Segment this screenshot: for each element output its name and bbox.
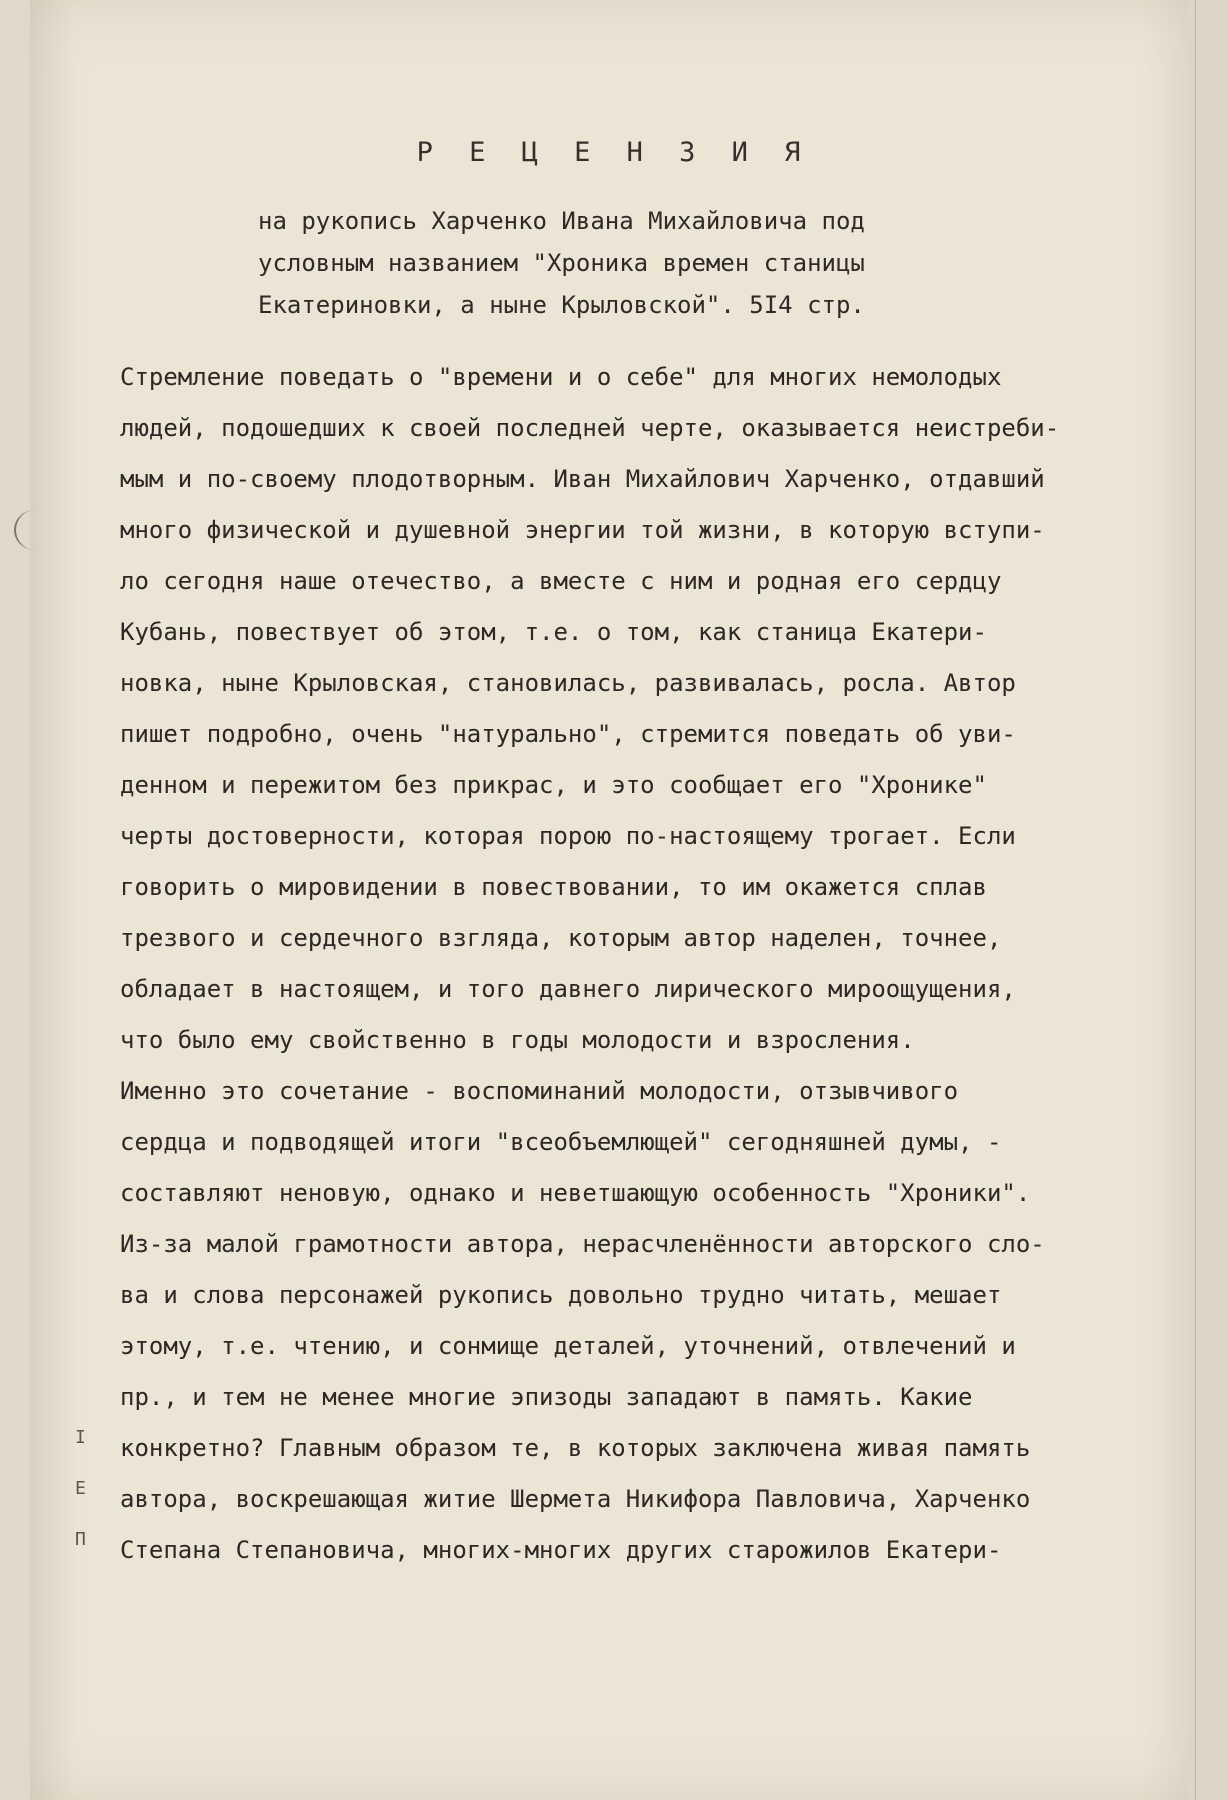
- body-line: людей, подошедших к своей последней черте, оказывается неистреби-: [120, 414, 1060, 442]
- body-line: Из-за малой грамотности автора, нерасчленённости авторского сло-: [120, 1230, 1045, 1258]
- body-line: ло сегодня наше отечество, а вместе с ним и родная его сердцу: [120, 567, 1002, 595]
- body-line: трезвого и сердечного взгляда, которым автор наделен, точнее,: [120, 924, 1002, 952]
- body-line: новка, ныне Крыловская, становилась, развивалась, росла. Автор: [120, 669, 1016, 697]
- edge-fold: [1195, 0, 1196, 1800]
- body-line: обладает в настоящем, и того давнего лирического мироощущения,: [120, 975, 1016, 1003]
- body-line: пишет подробно, очень "натурально", стремится поведать об уви-: [120, 720, 1016, 748]
- body-line: Именно это сочетание - воспоминаний молодости, отзывчивого: [120, 1077, 959, 1105]
- left-margin-marks: [75, 1412, 95, 1565]
- margin-mark: Е: [75, 1478, 86, 1499]
- right-page-edge: [1187, 0, 1227, 1800]
- body-line: сердца и подводящей итоги "всеобъемлющей" сегодняшней думы, -: [120, 1128, 1002, 1156]
- review-subject: [258, 200, 1018, 326]
- body-line: говорить о мировидении в повествовании, то им окажется сплав: [120, 873, 987, 901]
- subtitle-line: условным названием "Хроника времен станицы: [258, 249, 865, 277]
- review-body: [120, 352, 1170, 1576]
- body-line: Стремление поведать о "времени и о себе" для многих немолодых: [120, 363, 1002, 391]
- body-line: этому, т.е. чтению, и сонмище деталей, уточнений, отвлечений и: [120, 1332, 1016, 1360]
- punch-hole-mark: [14, 510, 56, 550]
- margin-mark: I: [75, 1427, 86, 1448]
- body-line: ва и слова персонажей рукопись довольно трудно читать, мешает: [120, 1281, 1002, 1309]
- margin-mark: П: [75, 1529, 86, 1550]
- body-line: пр., и тем не менее многие эпизоды западают в память. Какие: [120, 1383, 973, 1411]
- body-line: составляют неновую, однако и неветшающую особенность "Хроники".: [120, 1179, 1031, 1207]
- subtitle-line: Екатериновки, а ныне Крыловской". 5I4 стр.: [258, 291, 865, 319]
- body-line: Степана Степановича, многих-многих других старожилов Екатери-: [120, 1536, 1002, 1564]
- body-line: Кубань, повествует об этом, т.е. о том, как станица Екатери-: [120, 618, 987, 646]
- body-line: что было ему свойственно в годы молодости и взросления.: [120, 1026, 915, 1054]
- subtitle-line: на рукопись Харченко Ивана Михайловича под: [258, 207, 865, 235]
- page-title: Р Е Ц Е Н З И Я: [416, 137, 811, 168]
- body-line: конкретно? Главным образом те, в которых заключена живая память: [120, 1434, 1031, 1462]
- body-line: мым и по-своему плодотворным. Иван Михайлович Харченко, отдавший: [120, 465, 1045, 493]
- body-line: автора, воскрешающая житие Шермета Никифора Павловича, Харченко: [120, 1485, 1031, 1513]
- body-line: черты достоверности, которая порою по-настоящему трогает. Если: [120, 822, 1016, 850]
- body-line: много физической и душевной энергии той жизни, в которую вступи-: [120, 516, 1045, 544]
- body-line: денном и пережитом без прикрас, и это сообщает его "Хронике": [120, 771, 987, 799]
